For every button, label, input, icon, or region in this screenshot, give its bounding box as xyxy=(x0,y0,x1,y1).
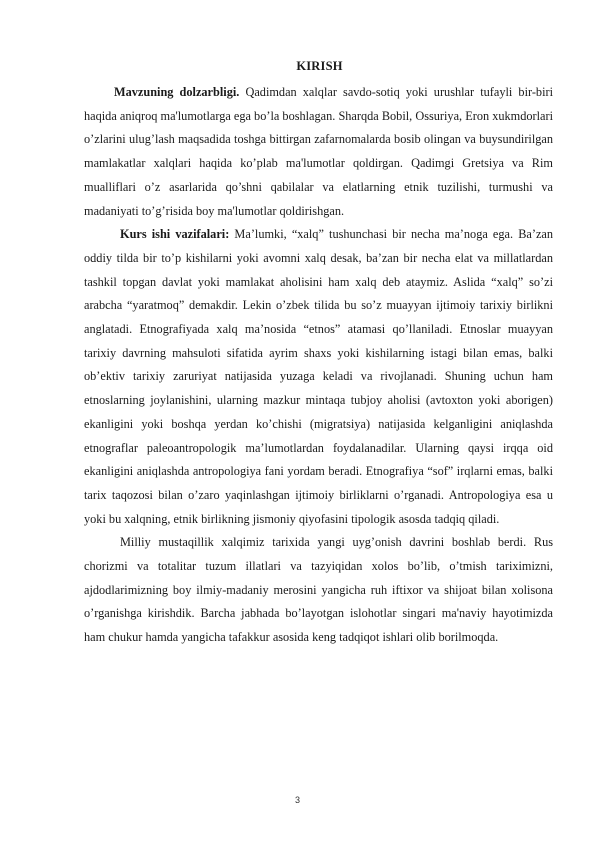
document-page xyxy=(84,54,553,650)
section-title: KIRISH xyxy=(296,59,343,73)
paragraph-tasks xyxy=(84,223,553,531)
paragraph-relevance xyxy=(84,81,553,223)
paragraph-text-relevance: Qadimdan xalqlar savdo-sotiq yoki urushlar tufayli bir-biri haqida aniqroq ma'lumotlarga ega bo’la boshlagan. Sharqda Bobil, Ossuriya, Eron xukmdorlari o’zlarini ulug’lash maqsadida toshga bittirgan zafarnomalarda bosib olingan va buysundirilgan mamlakatlar xalqlari haqida ko’plab ma'lumotlar qoldirgan. Qadimgi Gretsiya va Rim mualliflari o’z asarlarida qo’shni qabilalar va elatlarning etnik tuzilishi, turmushi va madaniyati to’g’risida boy ma'lumotlar qoldirishgan. xyxy=(84,85,553,218)
paragraph-lead-tasks: Kurs ishi vazifalari: xyxy=(120,227,230,242)
paragraph-independence xyxy=(84,531,553,650)
paragraph-lead-relevance: Mavzuning dolzarbligi. xyxy=(114,85,240,99)
paragraph-text-independence: Milliy mustaqillik xalqimiz tarixida yangi uyg’onish davrini boshlab berdi. Rus chorizmi va totalitar tuzum illatlari va tazyiqidan xolos bo’lib, o’tmish tariximizni, ajdodlarimizning boy ilmiy-madaniy merosini yangicha ruh iftixor va shijoat bilan xolisona o’rganishga kirishdik. Barcha jabhada bo’layotgan islohotlar singari ma'naviy hayotimizda ham chukur hamda yangicha tafakkur asosida keng tadqiqot ishlari olib borilmoqda. xyxy=(84,535,553,645)
paragraph-text-tasks: Ma’lumki, “xalq” tushunchasi bir necha maʼnoga ega. Baʼzan oddiy tilda bir toʼp kishilarni yoki avomni xalq desak, baʼzan bir necha elat va millatlardan tashkil topgan davlat yoki mamlakat aholisini ham xalq deb ataymiz. Aslida “xalq” soʼzi arabcha “yaratmoq” demakdir. Lekin oʼzbek tilida bu soʼz muayyan ijtimoiy tarixiy birlikni anglatadi. Etnografiyada xalq maʼnosida “etnos” atamasi qoʼllaniladi. Etnoslar muayyan tarixiy davrning mahsuloti sifatida ayrim shaxs yoki kishilarning istagi bilan emas, balki obʼektiv tarixiy zaruriyat natijasida yuzaga keladi va rivojlanadi. Shuning uchun ham etnoslarning joylanishini, ularning mazkur mintaqa tubjoy aholisi (avtoxton yoki aborigen) ekanligini yoki boshqa yerdan koʼchishi (migratsiya) natijasida kelganligini aniqlashda etnograflar paleoantropologik maʼlumotlardan foydalanadilar. Ularning qaysi irqqa oid ekanligini aniqlashda antropologiya fani yordam beradi. Etnografiya “sof” irqlarni emas, balki tarix taqozosi bilan oʼzaro yaqinlashgan ijtimoiy birliklarni oʼrganadi. Antropologiya esa u yoki bu xalqning, etnik birlikning jismoniy qiyofasini tipologik asosda tadqiq qiladi. xyxy=(84,227,554,526)
page-number: 3 xyxy=(294,795,300,805)
